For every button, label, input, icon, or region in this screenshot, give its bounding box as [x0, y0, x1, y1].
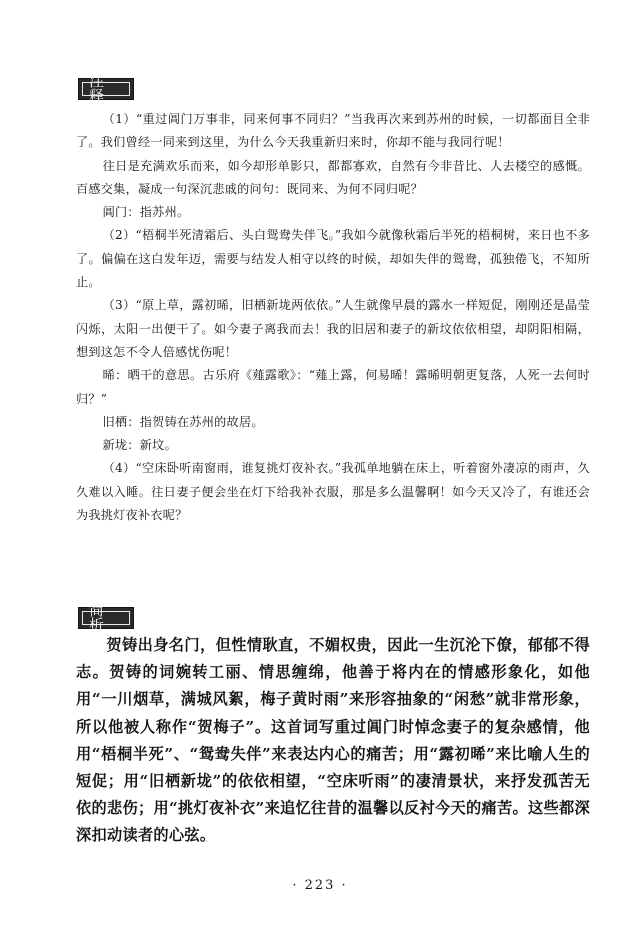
note-3-gloss-jiuqi: 旧栖：指贺铸在苏州的故居。	[102, 414, 264, 429]
note-4-translation: （4）“空床卧听南窗雨，谁复挑灯夜补衣。”我孤单地躺在床上，听着窗外凄凉的雨声，久久难以入睡。往日妻子便会坐在灯下给我补衣服，那是多么温馨啊！如今天又冷了，有谁还会为我挑灯夜补衣呢？	[76, 461, 590, 523]
analysis-paragraph: 贺铸出身名门，但性情耿直，不媚权贵，因此一生沉沦下僚，郁郁不得志。贺铸的词婉转工丽、情思缠绵，他善于将内在的情感形象化，如他用“一川烟草，满城风絮，梅子黄时雨”来形容抽象的“闲愁”就非常形象，所以他被人称作“贺梅子”。这首词写重过阊门时悼念妻子的复杂感情，他用“梧桐半死”、“鸳鸯失伴”来表达内心的痛苦；用“露初晞”来比喻人生的短促；用“旧栖新垅”的依依相望，“空床听雨”的凄清景状，来抒发孤苦无依的悲伤；用“挑灯夜补衣”来追忆往昔的温馨以反衬今天的痛苦。这些都深深扣动读者的心弦。	[76, 636, 590, 845]
note-1-commentary: 往日是充满欢乐而来，如今却形单影只，都都寡欢，自然有今非昔比、人去楼空的感慨。百感交集，凝成一句深沉悲戚的问句：既同来、为何不同归呢？	[76, 158, 590, 196]
note-1-gloss-changmen: 阊门：指苏州。	[102, 205, 190, 220]
note-3-gloss-xi: 晞：晒干的意思。古乐府《薤露歌》：“薤上露，何易晞！露晞明朝更复落，人死一去何时归？”	[76, 368, 590, 406]
analysis-heading: 简析	[89, 601, 115, 634]
analysis-section	[76, 632, 590, 850]
note-3-gloss-xinlong: 新垅：新坟。	[102, 438, 177, 453]
notes-heading: 注释	[89, 72, 115, 105]
analysis-heading-box	[78, 601, 134, 634]
page-number: · 223 ·	[292, 878, 348, 893]
note-2-translation: （2）“梧桐半死清霜后、头白鸳鸯失伴飞。”我如今就像秋霜后半死的梧桐树，来日也不多了。偏偏在这白发年迈，需要与结发人相守以终的时候，却如失伴的鸳鸯，孤独倦飞，不知所止。	[76, 228, 590, 290]
notes-section	[76, 108, 590, 527]
note-3-translation: （3）“原上草，露初晞，旧栖新垅两依依。”人生就像早晨的露水一样短促，刚刚还是晶莹闪烁，太阳一出便干了。如今妻子离我而去！我的旧居和妻子的新坟依依相望，却阴阳相隔，想到这怎不令人倍感忧伤呢！	[76, 298, 590, 359]
note-1-translation: （1）“重过阊门万事非，同来何事不同归？”当我再次来到苏州的时候，一切都面目全非了。我们曾经一同来到这里，为什么今天我重新归来时，你却不能与我同行呢！	[76, 112, 590, 150]
notes-heading-box	[78, 72, 134, 105]
